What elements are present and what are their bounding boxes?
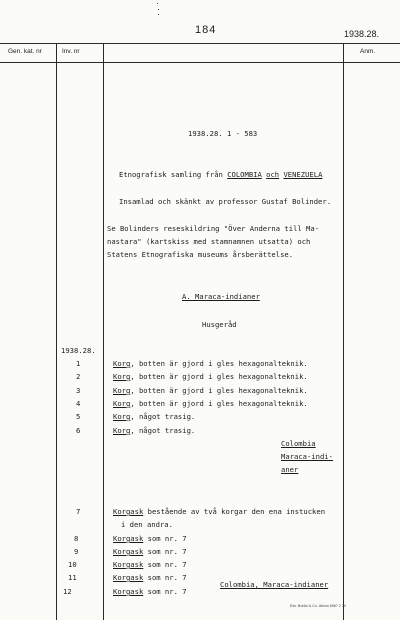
item-description: , botten är gjord i gles hexagonalteknik. [130,386,308,395]
page-number: 184 [195,24,217,36]
item-row-1 [0,359,343,369]
item-text [113,426,195,435]
side-note-colombia: Colombia [281,439,316,448]
item-text [113,372,308,381]
item-number: 11 [68,573,77,582]
item-description: som nr. 7 [143,560,187,569]
column-header-gen-kat: Gen. kat. nr [8,48,42,55]
item-row-8 [0,534,343,544]
item-row-6 [0,426,343,436]
header-top-rule [0,43,400,44]
item-number: 5 [76,412,81,421]
collected-by: Insamlad och skänkt av professor Gustaf Bolinder. [119,197,332,206]
item-description: som nr. 7 [143,547,187,556]
item-name: Korgask [113,587,144,596]
item-description: , botten är gjord i gles hexagonalteknik. [130,372,308,381]
side-note-colombia-maraca: Colombia, Maraca-indianer [220,580,329,589]
item-row-2 [0,372,343,382]
item-number: 1 [76,359,81,368]
item-text [113,399,308,408]
side-note-aner: aner [281,465,299,474]
item-row-7 [0,507,343,531]
printer-code: Edv. Bohlin & Co. Ab/sm 8967 2 70 [290,604,346,608]
item-name: Korg [113,426,131,435]
column-header-anm: Anm. [360,48,376,55]
section-subheading: Husgeråd [202,320,237,329]
item-description: som nr. 7 [143,587,187,596]
reference-line-2: nastara" (kartskiss med stamnamnen utsatta) och [107,237,311,246]
item-row-3 [0,386,343,396]
item-name: Korg [113,399,131,408]
section-heading: A. Maraca-indianer [182,292,260,301]
item-description-continued: i den andra. [121,520,173,529]
item-description: som nr. 7 [143,534,187,543]
item-name: Korgask [113,573,144,582]
title-and: och [266,170,280,179]
item-text [113,573,187,582]
title-prefix: Etnografisk samling från [119,170,223,179]
item-description: , botten är gjord i gles hexagonalteknik. [130,399,308,408]
collection-range: 1938.28. 1 - 583 [188,129,258,138]
item-number: 6 [76,426,81,435]
item-name: Korg [113,372,131,381]
item-name: Korg [113,412,131,421]
item-row-4 [0,399,343,409]
item-name: Korg [113,359,131,368]
header-bottom-rule [0,62,400,63]
title-venezuela: VENEZUELA [283,170,323,179]
item-description: bestående av två korgar den ena instucken [143,507,326,516]
item-description: , något trasig. [130,426,196,435]
item-text [113,386,308,395]
group-number: 1938.28. [61,346,96,355]
item-text [113,547,187,556]
item-row-9 [0,547,343,557]
reference-line-3: Statens Etnografiska museums årsberättelse. [107,250,294,259]
scan-mark [157,3,158,4]
item-text [113,560,187,569]
item-number: 7 [76,507,81,516]
item-description: som nr. 7 [143,573,187,582]
item-name: Korgask [113,547,144,556]
item-description: , botten är gjord i gles hexagonalteknik. [130,359,308,368]
item-description: , något trasig. [130,412,196,421]
item-number: 3 [76,386,81,395]
item-name: Korgask [113,507,144,516]
item-number: 4 [76,399,81,408]
item-name: Korgask [113,560,144,569]
item-number: 9 [74,547,79,556]
item-number: 8 [74,534,79,543]
item-name: Korgask [113,534,144,543]
collection-ref: 1938.28. [344,29,380,39]
item-text [113,507,325,516]
reference-line-1: Se Bolinders reseskildring "Över Anderna till Ma- [107,224,320,233]
scan-mark [158,14,159,15]
column-rule-3 [343,43,344,620]
column-header-inv: Inv. nr [62,48,80,55]
collection-title [119,170,322,179]
item-text [113,587,187,596]
item-text [113,359,308,368]
item-number: 2 [76,372,81,381]
side-note-maraca: Maraca-indi- [281,452,333,461]
item-row-5 [0,412,343,422]
item-text [113,412,195,421]
title-colombia: COLOMBIA [227,170,262,179]
item-number: 10 [68,560,77,569]
item-name: Korg [113,386,131,395]
item-number: 12 [63,587,72,596]
scan-mark [158,9,159,10]
item-row-10 [0,560,343,570]
item-text [113,534,187,543]
